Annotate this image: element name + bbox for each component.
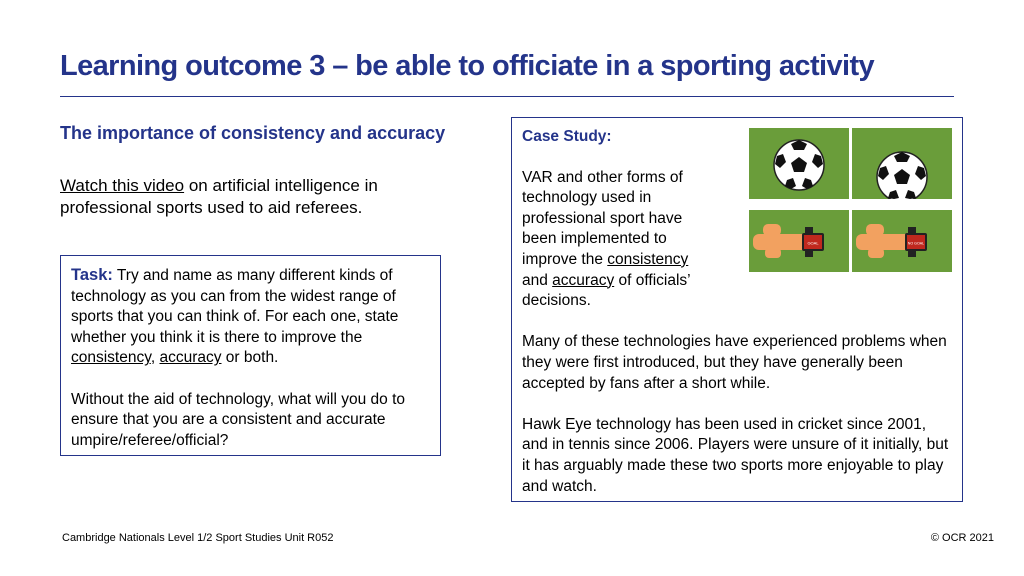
- watch-no-goal-label: NO GOAL: [907, 241, 925, 246]
- task-comma: ,: [150, 349, 160, 367]
- video-link[interactable]: Watch this video: [60, 176, 185, 195]
- case-and: and: [522, 271, 553, 289]
- section-subtitle: The importance of consistency and accuracy: [60, 123, 446, 143]
- intro-text: [60, 175, 460, 219]
- ball-over-line-tile: [852, 128, 952, 199]
- case-text-end: of officials’ decisions.: [522, 271, 691, 310]
- task-label: Task:: [71, 266, 113, 284]
- ball-crossing-line-tile: [749, 128, 849, 199]
- case-text: VAR and other forms of technology used in professional sport have been implemented to improve the: [522, 168, 683, 268]
- case-accuracy: accuracy: [552, 271, 615, 289]
- case-consistency: consistency: [607, 250, 689, 268]
- case-study-paragraph-2: Many of these technologies have experienced problems when they were first introduced, but they have generally been accepted by fans after a short while.: [522, 333, 947, 392]
- task-paragraph-2: Without the aid of technology, what will you do to ensure that you are a consistent and accurate umpire/referee/official?: [71, 390, 406, 449]
- football-icon: [877, 152, 927, 199]
- task-text: Try and name as many different kinds of technology as you can from the widest range of sports that you can think of. For each one, state whether you think it is there to improve the: [71, 267, 399, 346]
- case-study-label: Case Study:: [522, 128, 612, 145]
- intro-line1-rest: on artificial intelligence in: [184, 176, 378, 195]
- goal-line-technology-image: [749, 128, 952, 272]
- task-text-end: or both.: [221, 349, 279, 367]
- referee-watch-no-goal-tile: [852, 210, 952, 272]
- case-study-paragraph-3: Hawk Eye technology has been used in cricket since 2001, and in tennis since 2006. Players were unsure of it initially, but it has arguably made these two sports more enjoyable to play and watch.: [522, 415, 949, 495]
- footer-copyright: © OCR 2021: [930, 532, 994, 544]
- task-box: [60, 255, 441, 456]
- football-icon: [774, 140, 824, 190]
- task-consistency: consistency: [71, 349, 151, 367]
- watch-goal-label: GOAL: [807, 240, 819, 246]
- page-title: Learning outcome 3 – be able to officiate in a sporting activity: [60, 50, 875, 82]
- referee-watch-goal-tile: [749, 210, 849, 272]
- task-accuracy: accuracy: [159, 349, 222, 367]
- intro-line2: professional sports used to aid referees.: [60, 198, 363, 217]
- title-divider: [60, 96, 954, 97]
- task-paragraph-1: [71, 265, 430, 369]
- case-study-paragraph-1: [522, 168, 714, 312]
- footer-course: Cambridge Nationals Level 1/2 Sport Studies Unit R052: [62, 532, 334, 544]
